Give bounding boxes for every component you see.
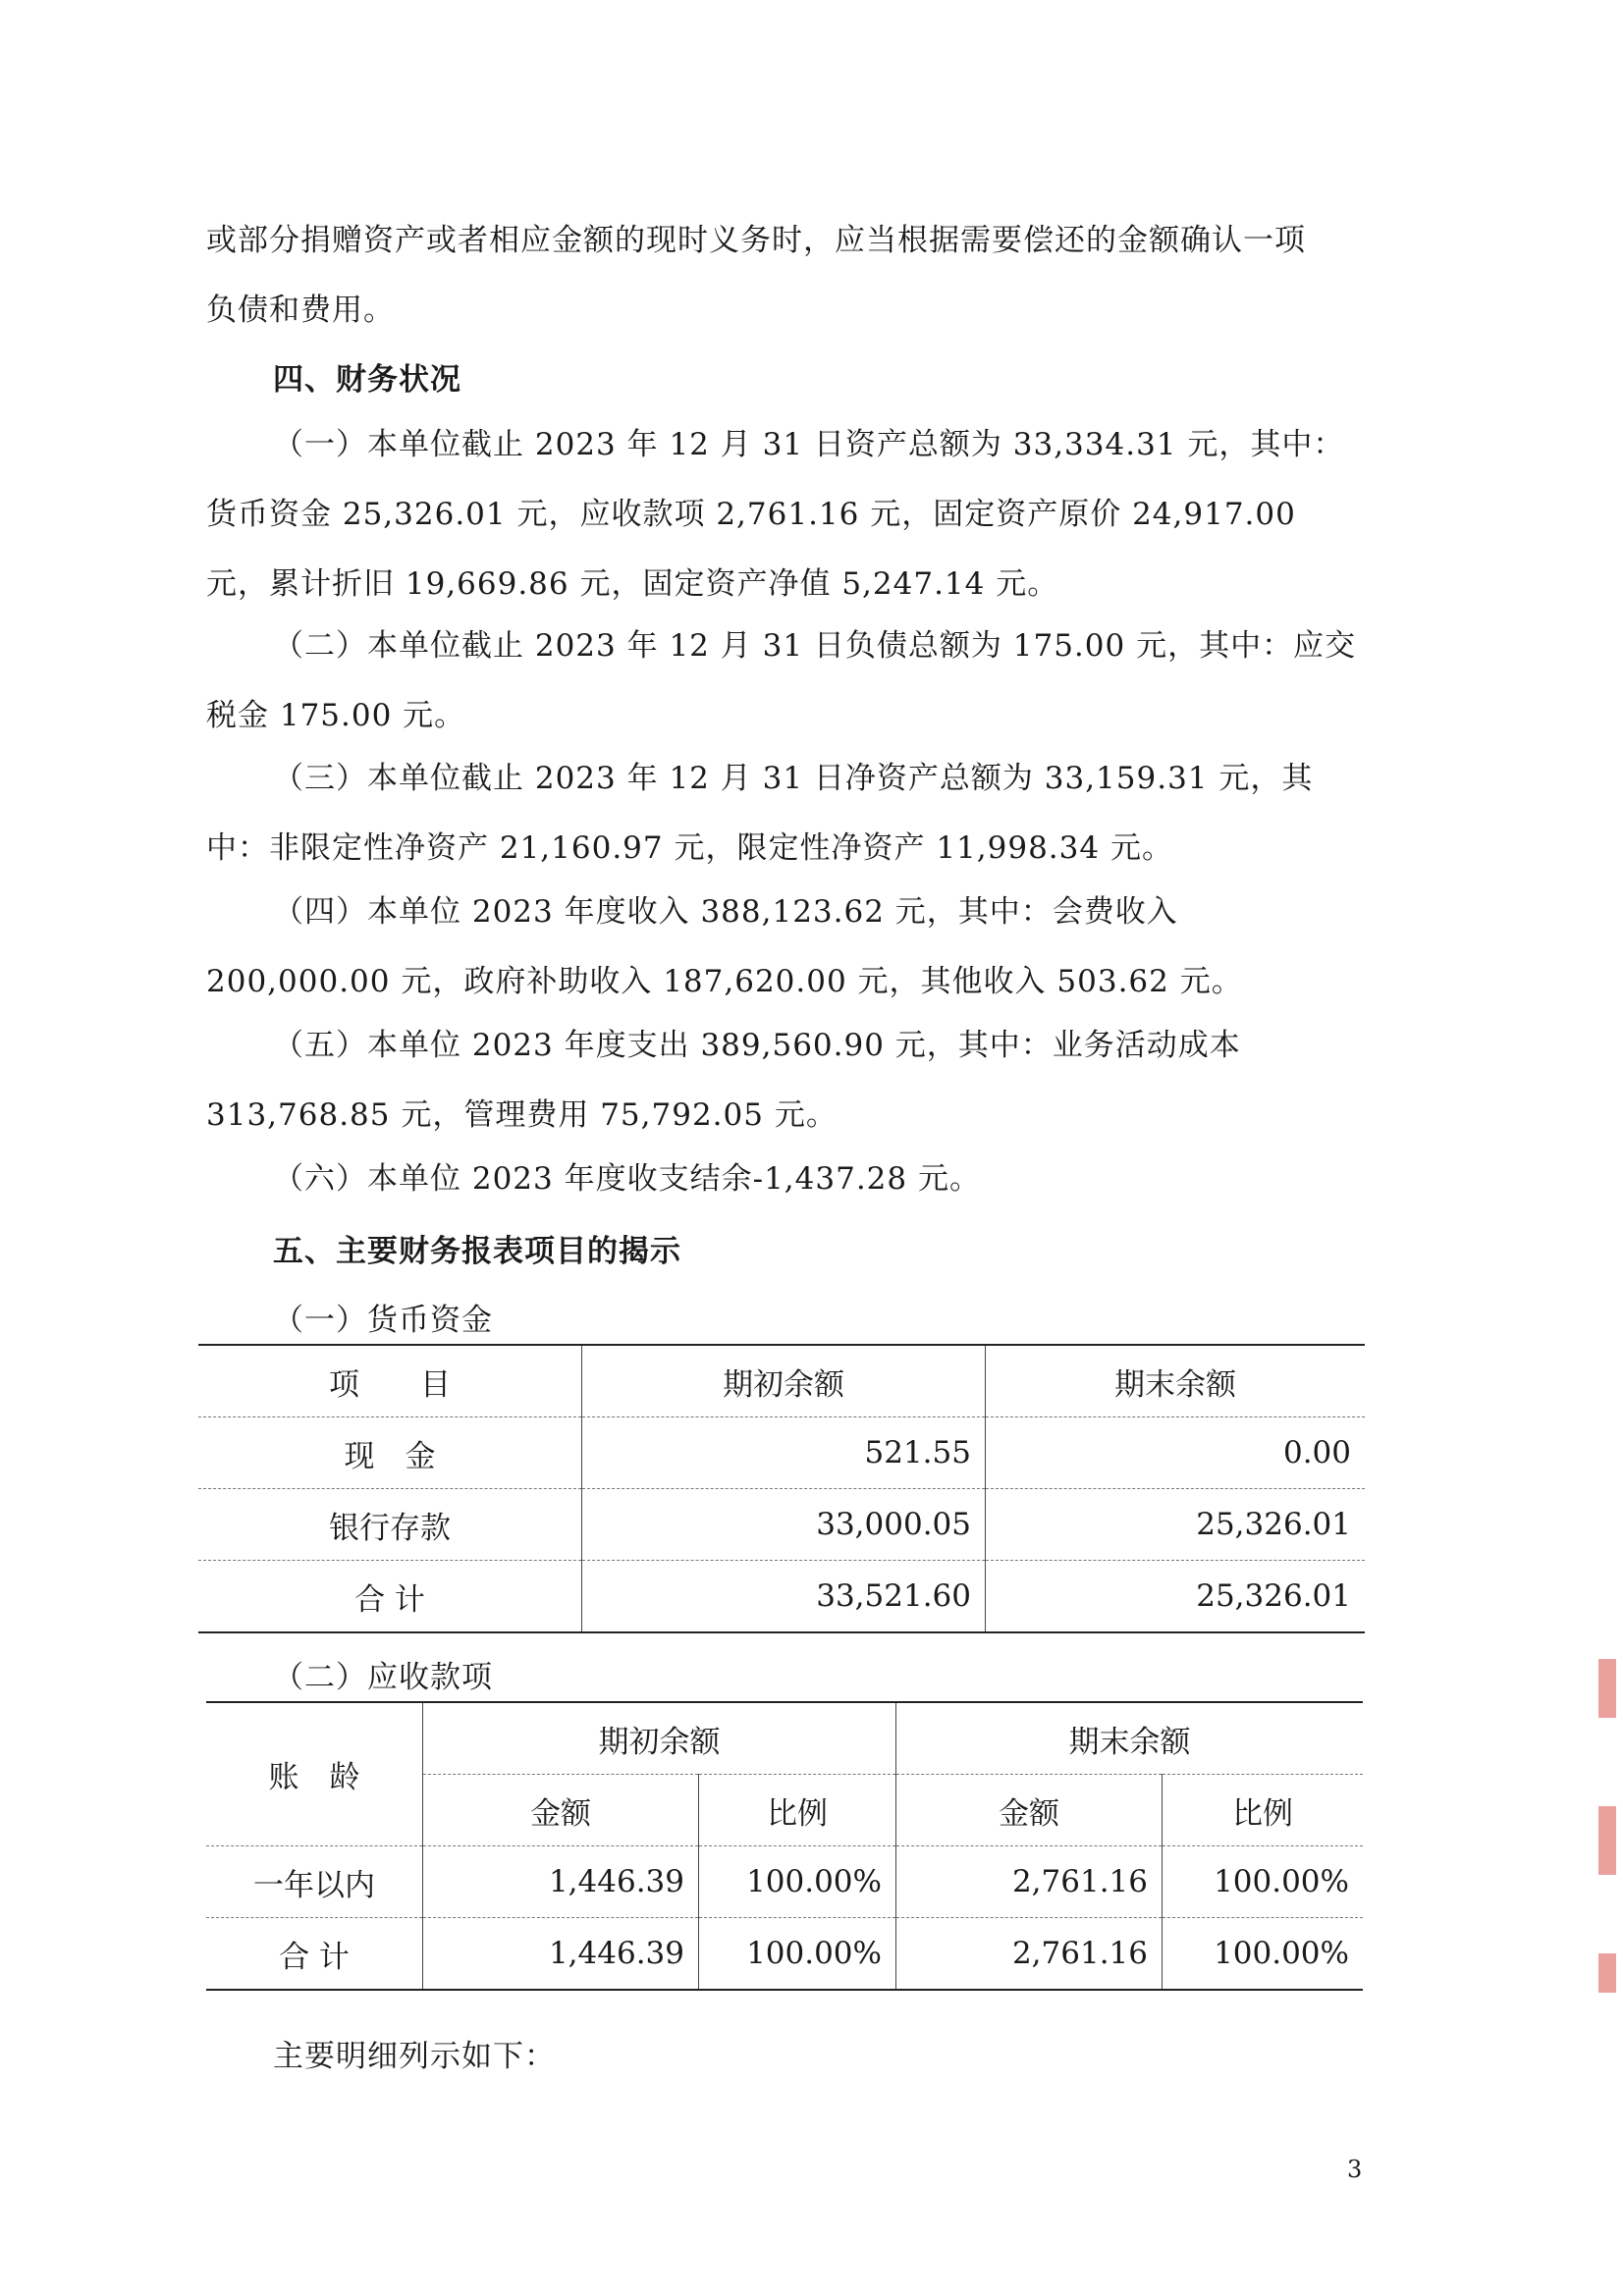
table-cell: 521.55 [582, 1417, 986, 1489]
table-row [206, 1918, 1363, 1991]
table-cell: 33,521.60 [582, 1561, 986, 1633]
table-cell: 1,446.39 [423, 1846, 699, 1918]
table-cell: 2,761.16 [896, 1918, 1163, 1991]
seal-stamp-fragment [1598, 1659, 1616, 1718]
table-cell: 现 金 [198, 1417, 582, 1489]
table-cell: 0.00 [986, 1417, 1366, 1489]
table-cell: 一年以内 [206, 1846, 423, 1918]
receivables-table [206, 1701, 1363, 1991]
table-cell: 100.00% [1163, 1846, 1364, 1918]
subsection-title-1: （一）货币资金 [273, 1303, 493, 1338]
table-cell: 100.00% [699, 1918, 896, 1991]
table-cell: 1,446.39 [423, 1918, 699, 1991]
table-header: 期初余额 [582, 1345, 986, 1417]
table-header: 项 目 [329, 1366, 451, 1403]
table-row [198, 1561, 1365, 1633]
cash-table [198, 1344, 1365, 1633]
table-row [198, 1417, 1365, 1489]
paragraph-line: 或部分捐赠资产或者相应金额的现时义务时，应当根据需要偿还的金额确认一项 [206, 223, 1306, 258]
section-heading-4: 四、财务状况 [273, 362, 461, 398]
table-header: 金额 [896, 1775, 1163, 1846]
table-cell: 2,761.16 [896, 1846, 1163, 1918]
table-row [206, 1846, 1363, 1918]
table-cell: 银行存款 [198, 1489, 582, 1561]
paragraph-item-5: （五）本单位 2023 年度支出 389,560.90 元，其中：业务活动成本 313,768.85 元，管理费用 75,792.05 元。 [206, 1028, 1241, 1133]
table-header: 金额 [423, 1775, 699, 1846]
table-cell: 100.00% [699, 1846, 896, 1918]
paragraph-item-2: （二）本单位截止 2023 年 12 月 31 日负债总额为 175.00 元，其中：应交税金 175.00 元。 [206, 628, 1357, 733]
table-cell: 25,326.01 [986, 1561, 1366, 1633]
paragraph-item-3: （三）本单位截止 2023 年 12 月 31 日净资产总额为 33,159.31 元，其中：非限定性净资产 21,160.97 元，限定性净资产 11,998.34 元。 [206, 761, 1314, 866]
seal-stamp-fragment [1598, 1806, 1616, 1875]
table-header: 账 龄 [268, 1760, 360, 1795]
table-header: 期初余额 [423, 1702, 896, 1775]
section-heading-5: 五、主要财务报表项目的揭示 [273, 1234, 681, 1269]
seal-stamp-fragment [1598, 1953, 1616, 1993]
table-header: 期末余额 [896, 1702, 1364, 1775]
table-header-row [206, 1702, 1363, 1775]
table-cell: 33,000.05 [582, 1489, 986, 1561]
paragraph-item-4: （四）本单位 2023 年度收入 388,123.62 元，其中：会费收入 200,000.00 元，政府补助收入 187,620.00 元，其他收入 503.62 元。 [206, 894, 1243, 999]
table-header-row [198, 1345, 1365, 1417]
table-header: 比例 [699, 1775, 896, 1846]
paragraph-item-1: （一）本单位截止 2023 年 12 月 31 日资产总额为 33,334.31 元，其中：货币资金 25,326.01 元，应收款项 2,761.16 元，固定资产原价 24,917.00 元，累计折旧 19,669.86 元，固定资产净值 5,247.14 元。 [206, 427, 1345, 602]
table-row [198, 1489, 1365, 1561]
paragraph-item-6: （六）本单位 2023 年度收支结余-1,437.28 元。 [273, 1161, 981, 1197]
table-header: 期末余额 [986, 1345, 1366, 1417]
table-cell: 100.00% [1163, 1918, 1364, 1991]
detail-note: 主要明细列示如下： [273, 2039, 556, 2074]
table-header: 比例 [1163, 1775, 1364, 1846]
page-number: 3 [1347, 2156, 1363, 2183]
subsection-title-2: （二）应收款项 [273, 1660, 493, 1695]
paragraph-line: 负债和费用。 [206, 293, 395, 328]
table-cell: 合 计 [198, 1561, 582, 1633]
table-cell: 合 计 [206, 1918, 423, 1991]
table-cell: 25,326.01 [986, 1489, 1366, 1561]
